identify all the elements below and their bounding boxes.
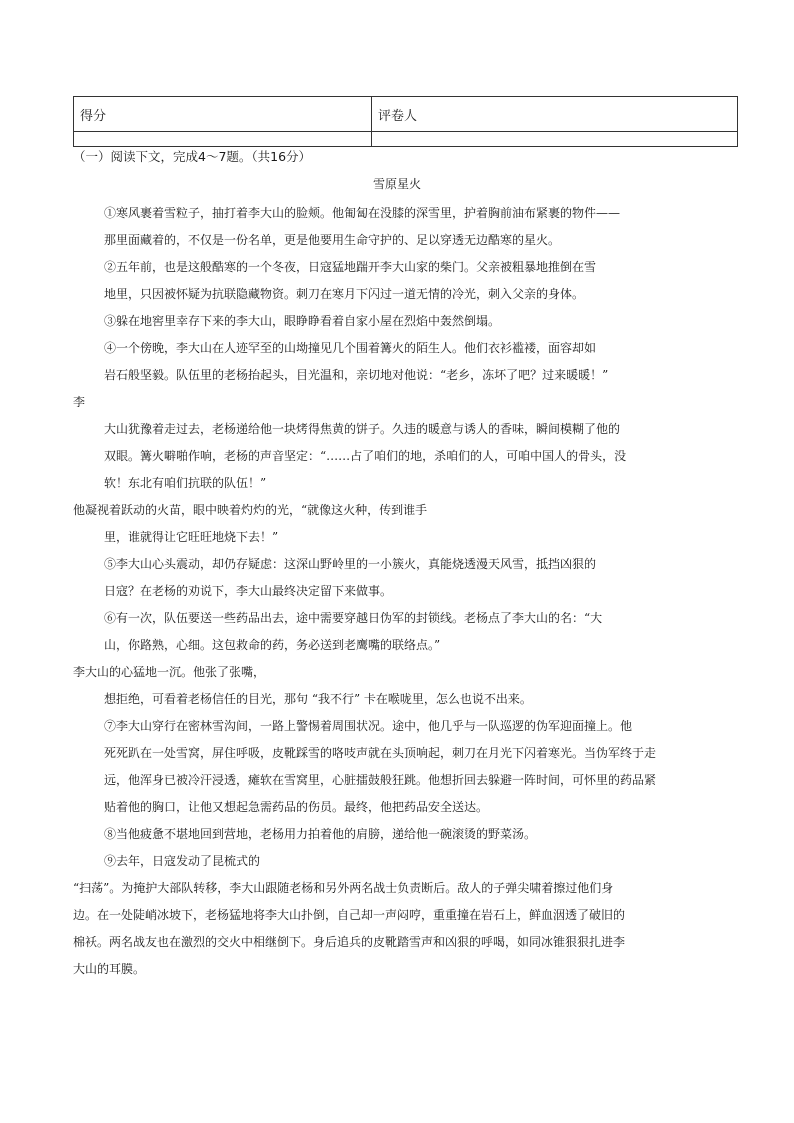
text-line: 软！东北有咱们抗联的队伍！”	[104, 476, 267, 490]
text-line: ⑧当他疲惫不堪地回到营地，老杨用力拍着他的肩膀，递给他一碗滚烫的野菜汤。	[104, 827, 537, 841]
text-line: 他凝视着跃动的火苗，眼中映着灼灼的光，“就像这火种，传到谁手	[73, 503, 428, 517]
text-line: “扫荡”。为掩护大部队转移，李大山跟随老杨和另外两名战士负责断后。敌人的子弹尖啸着擦过他们身	[73, 881, 614, 895]
text-line: ①寒风裹着雪粒子，抽打着李大山的脸颊。他匍匐在没膝的深雪里，护着胸前油布紧裹的物件——	[104, 206, 621, 220]
text-line: 李	[73, 395, 86, 409]
grader-value-cell	[372, 132, 738, 147]
score-table	[73, 96, 738, 147]
text-line: ⑨去年，日寇发动了昆梳式的	[104, 854, 261, 868]
text-line: 岩石般坚毅。队伍里的老杨抬起头，目光温和，亲切地对他说：“老乡，冻坏了吧？过来暖暖！”	[104, 368, 609, 382]
text-line: 大山犹豫着走过去，老杨递给他一块烤得焦黄的饼子。久违的暖意与诱人的香味，瞬间模糊了他的	[104, 422, 621, 436]
text-line: 地里，只因被怀疑为抗联隐藏物资。刺刀在寒月下闪过一道无情的冷光，刺入父亲的身体。	[104, 287, 585, 301]
text-line: 死死趴在一处雪窝，屏住呼吸，皮靴踩雪的咯吱声就在头顶响起，刺刀在月光下闪着寒光。当伪军终于走	[104, 746, 657, 760]
text-line: 棉袄。两名战友也在激烈的交火中相继倒下。身后追兵的皮靴踏雪声和凶狠的呼喝，如同冰锥狠狠扎进李	[73, 935, 626, 949]
text-line: 边。在一处陡峭冰坡下，老杨猛地将李大山扑倒，自己却一声闷哼，重重撞在岩石上，鲜血洇透了破旧的	[73, 908, 626, 922]
text-line: 贴着他的胸口，让他又想起急需药品的伤员。最终，他把药品安全送达。	[104, 800, 489, 814]
text-line: 大山的耳膜。	[73, 962, 146, 976]
section-intro: （一）阅读下文，完成4～7题。（共16分）	[73, 149, 312, 164]
text-line: ②五年前，也是这般酷寒的一个冬夜，日寇猛地踹开李大山家的柴门。父亲被粗暴地推倒在雪	[104, 260, 597, 274]
text-line: ④一个傍晚，李大山在人迹罕至的山坳撞见几个围着篝火的陌生人。他们衣衫褴褛，面容却如	[104, 341, 597, 355]
text-line: 日寇？在老杨的劝说下，李大山最终决定留下来做事。	[104, 584, 393, 598]
text-line: 想拒绝，可看着老杨信任的目光，那句 “我不行” 卡在喉咙里，怎么也说不出来。	[104, 692, 532, 706]
text-line: ⑥有一次，队伍要送一些药品出去，途中需要穿越日伪军的封锁线。老杨点了李大山的名：“大	[104, 611, 603, 625]
text-line: ⑤李大山心头震动，却仍存疑虑：这深山野岭里的一小簇火，真能烧透漫天风雪，抵挡凶狠的	[104, 557, 597, 571]
score-header-cell: 得分	[74, 97, 372, 132]
text-line: 李大山的心猛地一沉。他张了张嘴，	[73, 665, 266, 679]
grader-header-cell: 评卷人	[372, 97, 738, 132]
text-line: 那里面藏着的，不仅是一份名单，更是他要用生命守护的、足以穿透无边酷寒的星火。	[104, 233, 561, 247]
text-line: ⑦李大山穿行在密林雪沟间，一路上警惕着周围状况。途中，他几乎与一队巡逻的伪军迎面撞上。他	[104, 719, 633, 733]
article-title: 雪原星火	[372, 177, 421, 191]
text-line: 里，谁就得让它旺旺地烧下去！”	[104, 530, 279, 544]
text-line: 山，你路熟，心细。这包救命的药，务必送到老鹰嘴的联络点。”	[104, 638, 441, 652]
text-line: ③躲在地窖里幸存下来的李大山，眼睁睁看着自家小屋在烈焰中轰然倒塌。	[104, 314, 501, 328]
score-value-cell	[74, 132, 372, 147]
text-line: 双眼。篝火噼啪作响，老杨的声音坚定：“……占了咱们的地，杀咱们的人，可咱中国人的骨头，没	[104, 449, 627, 463]
text-line: 远，他浑身已被冷汗浸透，瘫软在雪窝里，心脏擂鼓般狂跳。他想折回去躲避一阵时间，可怀里的药品紧	[104, 773, 657, 787]
